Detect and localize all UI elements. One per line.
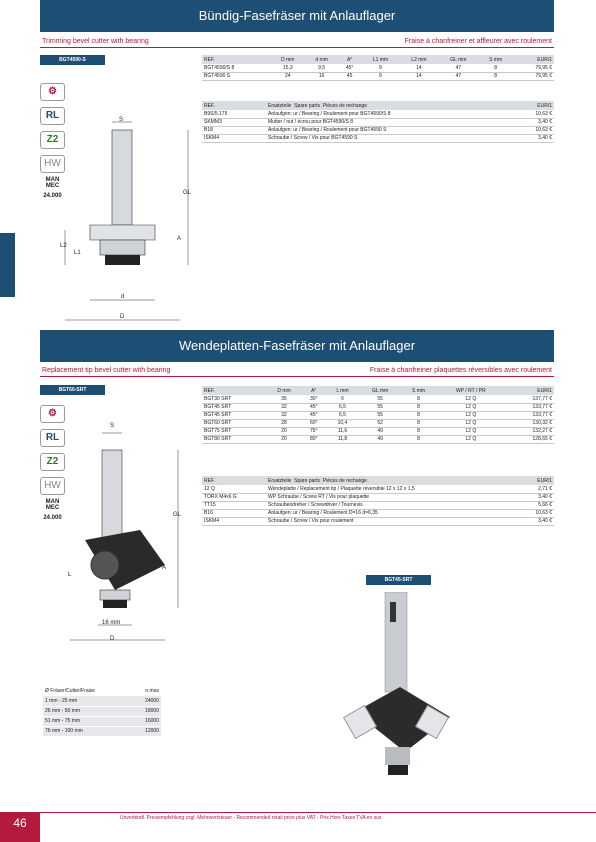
side-tab — [0, 233, 15, 297]
table-header: REF. Ersatzteile Spare parts Pièces de rechange EUR/1 — [204, 102, 552, 109]
machine-icon: ⚙ — [40, 83, 65, 101]
table-row: 12 Q Wendeplatte / Replacement tip / Plaquette réversible 12 x 12 x 1,5 2,71 € — [204, 485, 552, 492]
table-row: BGT45 SRT 32 45° 6,5 55 8 12 Q 133,77 € — [204, 412, 552, 418]
section2-sub-left: Replacement tip bevel cutter with bearing — [42, 367, 171, 374]
mec-label: MEC — [45, 183, 60, 189]
table-header: Ø Fräser/Cutter/Fraise n.max — [45, 688, 159, 694]
dim-l2: L — [68, 572, 72, 578]
teeth-badge: Z2 — [40, 131, 65, 149]
table-row: BGT30 SRT 35 30° 6 55 8 12 Q 137,77 € — [204, 395, 552, 402]
table-row: BGT80 SRT 20 80° 11,8 49 8 12 Q 128,65 € — [204, 436, 552, 442]
rotation-badge: RL — [40, 429, 65, 447]
section2-sub-right: Fraise à chanfreiner plaquettes réversibles avec roulement — [369, 367, 552, 374]
footer-rule — [40, 812, 596, 813]
section1-spare-table — [202, 101, 554, 143]
section2-spare-table — [202, 476, 554, 526]
table-row: BGT45 SRT 32 45° 6,5 55 8 12 Q 133,77 € — [204, 404, 552, 410]
dim-d1: d — [121, 294, 125, 300]
page-number: 46 — [0, 812, 40, 842]
table-row: B18 Anlaufgen: ur / Bearing / Roulement pour BGT4590 S 10,63 € — [204, 127, 552, 133]
table-row: 26 mm - 50 mm 18000 — [45, 708, 159, 714]
table-row: B9S/5.175 Anlaufgen: ur / Bearing / Roulement pour BGT4590/S 8 10,63 € — [204, 110, 552, 117]
table-header: REF. Ersatzteile Spare parts Pièces de rechange EUR/1 — [204, 477, 552, 484]
section2-code: BGT60-SRT — [40, 385, 105, 395]
table-row: TT15 Schraubendreher / Screwdriver / Tournevis 5,66 € — [204, 502, 552, 508]
section1-table — [202, 55, 554, 81]
section1-subtitle — [40, 35, 554, 48]
material-badge: HW — [40, 155, 65, 173]
dim-a2: A — [162, 565, 167, 571]
section1-drawing — [60, 110, 200, 330]
dim-16: 16 mm — [102, 620, 121, 626]
man-label: MAN — [45, 177, 60, 183]
material-badge: HW — [40, 477, 65, 495]
photo-label: BGT45-SRT — [366, 575, 431, 585]
rotation-badge: RL — [40, 107, 65, 125]
table-row: 51 mm - 75 mm 16000 — [45, 718, 159, 724]
section1-sub-right: Fraise à chanfreiner et affleurer avec roulement — [404, 38, 552, 45]
rpm-table — [43, 686, 161, 737]
dim-gl1: GL — [183, 190, 192, 196]
dim-a1: A — [177, 236, 182, 242]
mec-label: MEC — [45, 505, 60, 511]
dim-D1: D — [120, 314, 125, 320]
table-row: ISKM4 Schraube / Screw / Vis pour BGT4590 S 3,40 € — [204, 135, 552, 141]
footer-text: Unverbindl. Preisempfehlung zzgl. Mehrwertsteuer - Recommended retail price plus VAT - Prix Hors Taxes TVA en sus — [120, 815, 382, 821]
section2-title: Wendeplatten-Fasefräser mit Anlauflager — [40, 330, 554, 362]
table-row: BGT75 SRT 20 75° 11,6 49 8 12 Q 132,27 € — [204, 428, 552, 434]
rpm-label: 24.000 — [43, 515, 62, 521]
dim-l21: L2 — [60, 243, 67, 249]
table-row: TORX M4x6 G WP Schraube / Screw RT / Vis pour plaquette 3,40 € — [204, 494, 552, 500]
table-header: REF. D mm d mm A° L1 mm L2 mm GL mm S mm EUR/1 — [204, 56, 552, 63]
table-row: BGT4590 S 24 16 45 9 14 47 8 79,95 € — [204, 73, 552, 79]
table-row: SKMM3 Mutter / nut / écrou pour BGT4590/S 8 3,40 € — [204, 119, 552, 125]
dim-l11: L1 — [74, 250, 81, 256]
table-header: REF. D mm A° L mm GL mm S mm WP / RT / PR EUR/1 — [204, 387, 552, 394]
machine-icon: ⚙ — [40, 405, 65, 423]
dim-s1: S — [119, 117, 124, 123]
section1-code: BGT4590-S — [40, 55, 105, 65]
table-row: ISKM4 Schraube / Screw / Vis pour roulement 3,40 € — [204, 518, 552, 524]
table-row: BGT4590/S 8 15,3 9,5 45° 9 14 47 8 79,95 € — [204, 64, 552, 71]
dim-s2: S — [110, 423, 115, 429]
man-label: MAN — [45, 499, 60, 505]
section2-drawing — [60, 430, 200, 650]
section2-subtitle — [40, 364, 554, 377]
dim-gl2: GL — [173, 512, 182, 518]
section1-title: Bündig-Fasefräser mit Anlauflager — [40, 0, 554, 32]
section2-table — [202, 386, 554, 444]
table-row: BGT60 SRT 28 60° 10,4 52 8 12 Q 130,32 € — [204, 420, 552, 426]
teeth-badge: Z2 — [40, 453, 65, 471]
table-row: B16 Anlaufgen: ur / Bearing / Roulement D=16 d=6,35 10,63 € — [204, 510, 552, 516]
rpm-label: 24.000 — [43, 193, 62, 199]
section1-sub-left: Trimming bevel cutter with bearing — [42, 38, 149, 45]
product-photo — [340, 592, 470, 782]
table-row: 1 mm - 25 mm 24000 — [43, 696, 161, 706]
dim-D2: D — [110, 636, 115, 642]
table-row: 76 mm - 100 mm 12000 — [45, 728, 159, 734]
